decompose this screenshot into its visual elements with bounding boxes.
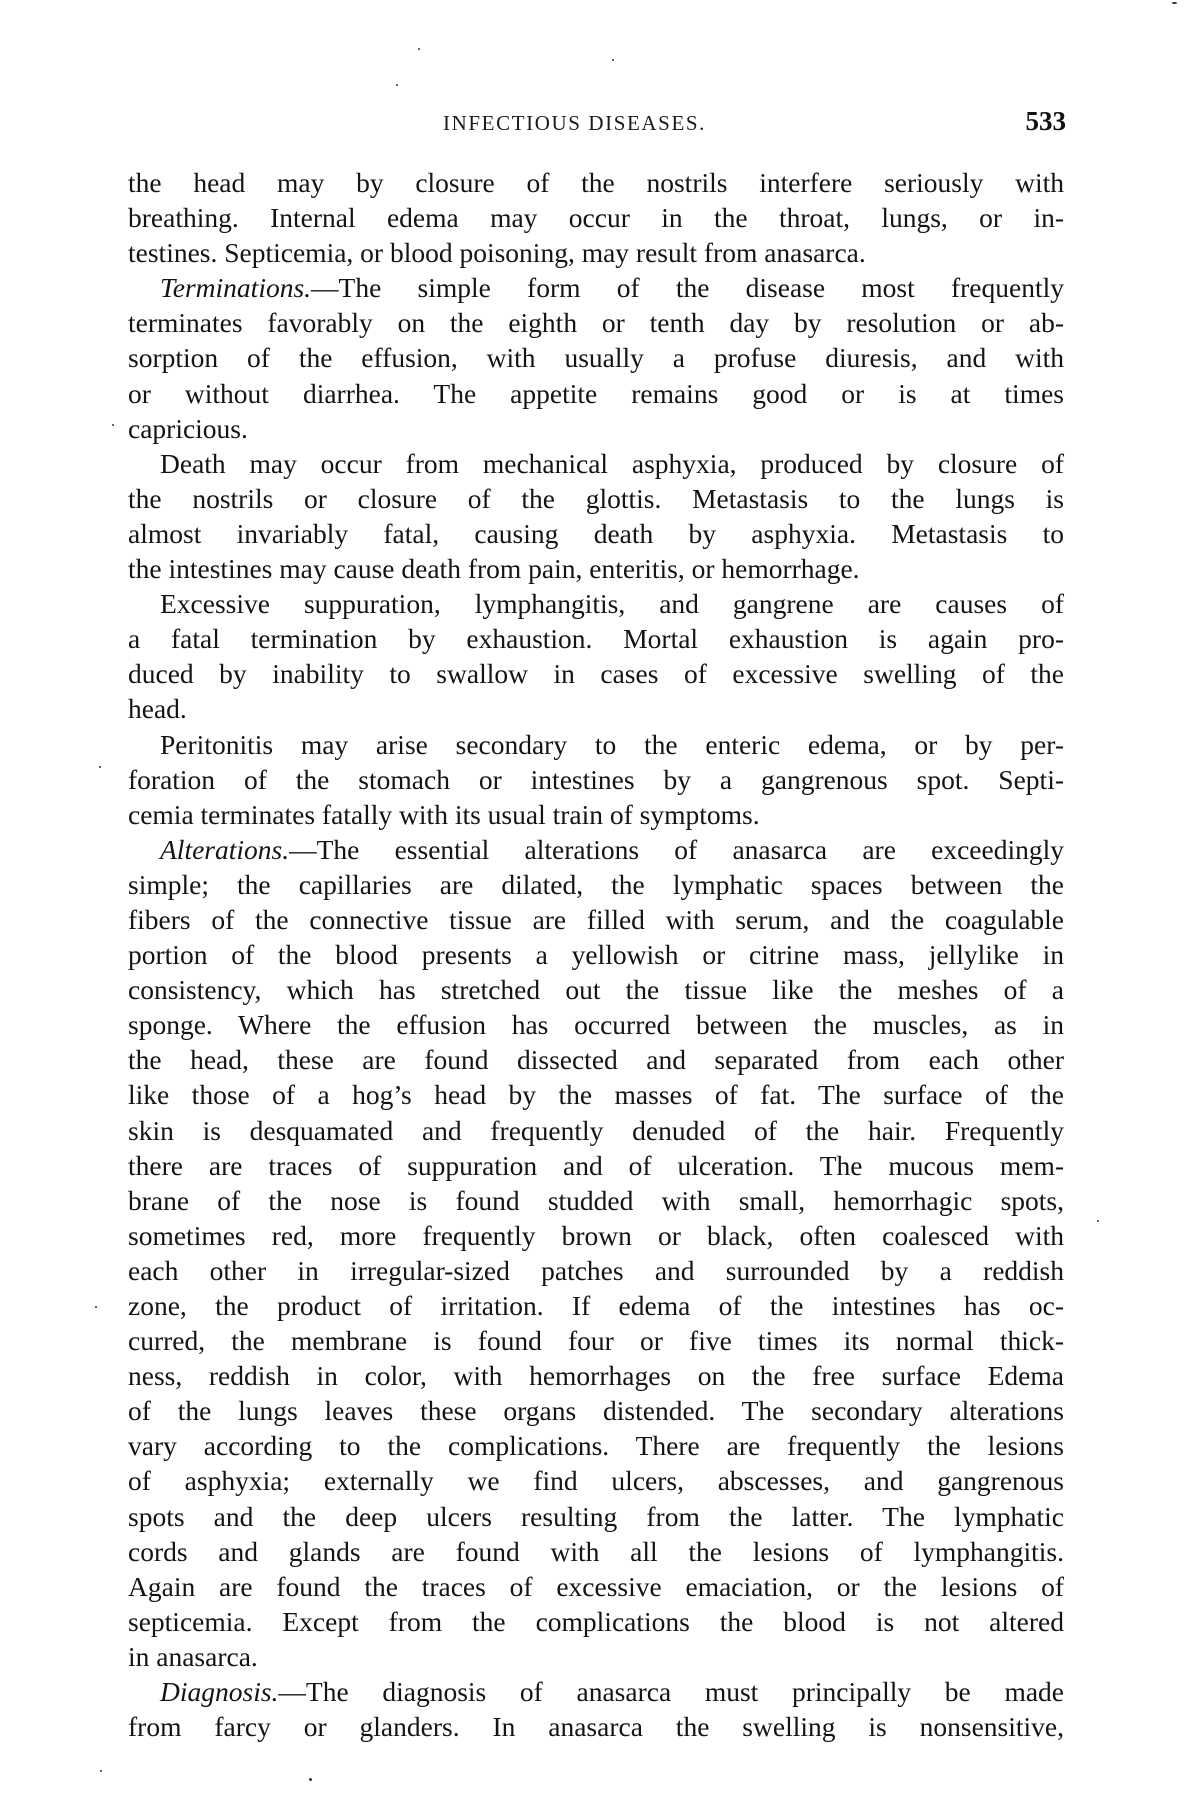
- text-line: [128, 235, 1064, 270]
- text-line: [128, 1323, 1064, 1358]
- text-line: [128, 902, 1064, 937]
- text-line: [128, 586, 1064, 621]
- line-text: septicemia. Except from the complications the blood is not altered: [128, 1605, 1064, 1637]
- line-text: almost invariably fatal, causing death by asphyxia. Metastasis to: [128, 517, 1064, 549]
- text-line: [128, 797, 1064, 832]
- text-line: [128, 1042, 1064, 1077]
- text-line: [128, 1288, 1064, 1323]
- text-line: [128, 1393, 1064, 1428]
- line-text: vary according to the complications. There are frequently the lesions: [128, 1430, 1064, 1462]
- line-text: like those of a hog’s head by the masses of fat. The surface of the: [128, 1079, 1064, 1111]
- text-line: [128, 937, 1064, 972]
- line-text: there are traces of suppuration and of ulceration. The mucous mem-: [128, 1149, 1064, 1181]
- scan-speck: [99, 766, 101, 768]
- line-text: testines. Septicemia, or blood poisoning, may result from anasarca.: [128, 237, 866, 269]
- line-text: duced by inability to swallow in cases of excessive swelling of the: [128, 658, 1064, 690]
- text-line: [128, 1463, 1064, 1498]
- line-text: consistency, which has stretched out the tissue like the meshes of a: [128, 974, 1064, 1006]
- text-line: [128, 727, 1064, 762]
- text-line: [128, 481, 1064, 516]
- line-text: breathing. Internal edema may occur in the throat, lungs, or in-: [128, 202, 1064, 234]
- scan-speck: [418, 48, 420, 50]
- section-heading-line: [128, 270, 1064, 305]
- run-in-heading: Terminations.: [160, 272, 312, 304]
- line-text: the head may by closure of the nostrils interfere seriously with: [128, 167, 1064, 198]
- text-line: [128, 1148, 1064, 1183]
- scan-speck: [309, 1778, 312, 1781]
- line-text: from farcy or glanders. In anasarca the swelling is nonsensitive,: [128, 1711, 1064, 1743]
- page-number: 533: [1025, 106, 1066, 136]
- line-text: terminates favorably on the eighth or tenth day by resolution or ab-: [128, 307, 1064, 339]
- text-line: [128, 551, 1064, 586]
- scan-speck: [1097, 1220, 1099, 1222]
- line-text: —The diagnosis of anasarca must principally be made: [278, 1676, 1064, 1708]
- text-line: [128, 1569, 1064, 1604]
- text-line: [128, 656, 1064, 691]
- line-text: skin is desquamated and frequently denuded of the hair. Frequently: [128, 1114, 1064, 1146]
- line-text: sponge. Where the effusion has occurred between the muscles, as in: [128, 1009, 1064, 1041]
- text-line: [128, 516, 1064, 551]
- text-line: [128, 1113, 1064, 1148]
- scan-speck: [112, 424, 114, 426]
- line-text: of asphyxia; externally we find ulcers, abscesses, and gangrenous: [128, 1465, 1064, 1497]
- text-line: [128, 1499, 1064, 1534]
- line-text: the head, these are found dissected and separated from each other: [128, 1044, 1064, 1076]
- section-heading-line: [128, 1674, 1064, 1709]
- scan-speck: [1172, 2, 1177, 4]
- run-in-heading: Alterations.: [160, 833, 290, 865]
- line-text: fibers of the connective tissue are filled with serum, and the coagulable: [128, 903, 1064, 935]
- line-text: head.: [128, 693, 187, 725]
- text-line: [128, 972, 1064, 1007]
- text-line: [128, 1604, 1064, 1639]
- text-line: [128, 340, 1064, 375]
- text-line: [128, 762, 1064, 797]
- line-text: ness, reddish in color, with hemorrhages on the free surface Edema: [128, 1360, 1064, 1392]
- scan-speck: [100, 1770, 102, 1772]
- text-line: [128, 411, 1064, 446]
- text-line: [128, 165, 1064, 200]
- line-text: Again are found the traces of excessive emaciation, or the lesions of: [128, 1570, 1064, 1602]
- text-line: [128, 1007, 1064, 1042]
- scan-speck: [95, 1306, 97, 1308]
- text-line: [128, 1639, 1064, 1674]
- text-line: [128, 621, 1064, 656]
- line-text: foration of the stomach or intestines by a gangrenous spot. Septi-: [128, 763, 1064, 795]
- body-text: [128, 165, 1064, 1744]
- text-line: [128, 305, 1064, 340]
- line-text: cords and glands are found with all the lesions of lymphangitis.: [128, 1535, 1064, 1567]
- line-text: cemia terminates fatally with its usual train of symptoms.: [128, 798, 760, 830]
- line-text: sometimes red, more frequently brown or black, often coalesced with: [128, 1219, 1064, 1251]
- text-line: [128, 1183, 1064, 1218]
- line-text: simple; the capillaries are dilated, the lymphatic spaces between the: [128, 868, 1064, 900]
- text-line: [128, 691, 1064, 726]
- text-line: [128, 1534, 1064, 1569]
- line-text: or without diarrhea. The appetite remains good or is at times: [128, 377, 1064, 409]
- line-text: Excessive suppuration, lymphangitis, and gangrene are causes of: [160, 588, 1064, 620]
- line-text: zone, the product of irritation. If edema of the intestines has oc-: [128, 1290, 1064, 1321]
- line-text: a fatal termination by exhaustion. Mortal exhaustion is again pro-: [128, 623, 1064, 655]
- run-in-heading: Diagnosis.: [160, 1676, 279, 1708]
- line-text: in anasarca.: [128, 1640, 258, 1672]
- line-text: curred, the membrane is found four or five times its normal thick-: [128, 1325, 1064, 1357]
- running-head-title: INFECTIOUS DISEASES.: [443, 111, 707, 135]
- text-line: [128, 1077, 1064, 1112]
- text-line: [128, 1709, 1064, 1744]
- line-text: the nostrils or closure of the glottis. Metastasis to the lungs is: [128, 482, 1064, 514]
- text-line: [128, 1428, 1064, 1463]
- line-text: —The simple form of the disease most frequently: [311, 272, 1064, 304]
- text-line: [128, 200, 1064, 235]
- section-heading-line: [128, 832, 1064, 867]
- line-text: Peritonitis may arise secondary to the enteric edema, or by per-: [160, 728, 1064, 760]
- line-text: —The essential alterations of anasarca are exceedingly: [289, 833, 1064, 865]
- text-line: [128, 1253, 1064, 1288]
- line-text: sorption of the effusion, with usually a profuse diuresis, and with: [128, 342, 1064, 374]
- text-line: [128, 376, 1064, 411]
- text-line: [128, 867, 1064, 902]
- scan-speck: [396, 84, 398, 86]
- line-text: brane of the nose is found studded with small, hemorrhagic spots,: [128, 1184, 1064, 1216]
- scan-speck: [612, 59, 614, 61]
- line-text: Death may occur from mechanical asphyxia, produced by closure of: [160, 447, 1064, 479]
- line-text: spots and the deep ulcers resulting from the latter. The lymphatic: [128, 1500, 1064, 1532]
- text-line: [128, 1358, 1064, 1393]
- line-text: portion of the blood presents a yellowish or citrine mass, jellylike in: [128, 939, 1064, 971]
- line-text: the intestines may cause death from pain, enteritis, or hemorrhage.: [128, 553, 860, 585]
- text-line: [128, 1218, 1064, 1253]
- line-text: each other in irregular-sized patches and surrounded by a reddish: [128, 1254, 1064, 1286]
- line-text: capricious.: [128, 412, 248, 444]
- text-line: [128, 446, 1064, 481]
- line-text: of the lungs leaves these organs distended. The secondary alterations: [128, 1395, 1064, 1427]
